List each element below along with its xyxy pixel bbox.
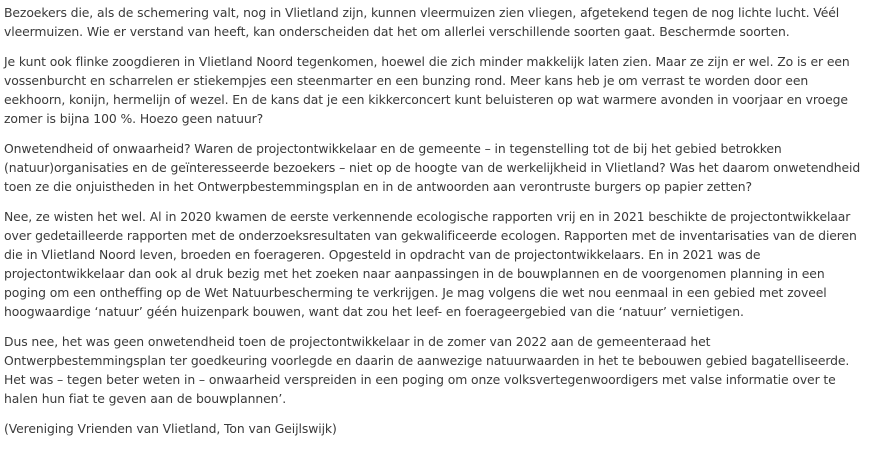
paragraph-mammals: Je kunt ook flinke zoogdieren in Vlietland Noord tegenkomen, hoewel die zich minder makkelijk laten zien. Maar ze zijn er wel. Zo is er een vossenburcht en scharrelen er stiekempjes een steenmarter en een bunzing rond. Meer kans heb je om verrast te worden door een eekhoorn, konijn, hermelijn of wezel. En de kans dat je een kikkerconcert kunt beluisteren op wat warmere avonden in voorjaar en vroege zomer is bijna 100 %. Hoezo geen natuur?: [4, 54, 850, 126]
paragraph-ecological-reports: Nee, ze wisten het wel. Al in 2020 kwamen de eerste verkennende ecologische rapporten vrij en in 2021 beschikte de projectontwikkelaar over gedetailleerde rapporten met de onderzoeksresultaten van gekwalificeerde ecologen. Rapporten met de inventarisaties van de dieren die in Vlietland Noord leven, broeden en foerageren. Opgesteld in opdracht van de projectontwikkelaars. En in 2021 was de projectontwikkelaar dan ook al druk bezig met het zoeken naar aanpassingen in de bouwplannen en de voorgenomen planning in een poging om een ontheffing op de Wet Natuurbescherming te verkrijgen. Je mag volgens die wet nou eenmaal in een gebied met zoveel hoogwaardige ‘natuur’ géén huizenpark bouwen, want dat zou het leef- en foerageergebied van die ‘natuur’ vernietigen.: [4, 209, 857, 319]
paragraph-conclusion: Dus nee, het was geen onwetendheid toen de projectontwikkelaar in de zomer van 2022 aan de gemeenteraad het Ontwerpbestemmingsplan ter goedkeuring voorlegde en daarin de aanwezige natuurwaarden in het te bebouwen gebied bagatelliseerde. Het was – tegen beter weten in – onwaarheid verspreiden in een poging om onze volksvertegenwoordigers met valse informatie over te halen hun fiat te geven aan de bouwplannen’.: [4, 334, 850, 406]
paragraph-bats: Bezoekers die, als de schemering valt, nog in Vlietland zijn, kunnen vleermuizen zien vliegen, afgetekend tegen de nog lichte lucht. Véél vleermuizen. Wie er verstand van heeft, kan onderscheiden dat het om allerlei verschillende soorten gaat. Beschermde soorten.: [4, 5, 840, 39]
article-credit: (Vereniging Vrienden van Vlietland, Ton van Geijlswijk): [4, 421, 337, 436]
paragraph-ignorance-question: Onwetendheid of onwaarheid? Waren de projectontwikkelaar en de gemeente – in tegenstelling tot de bij het gebied betrokken (natuur)organisaties en de geïnteresseerde bezoekers – niet op de hoogte van de werkelijkheid in Vlietland? Was het daarom onwetendheid toen ze die onjuistheden in het Ontwerpbestemmingsplan en in de antwoorden aan verontruste burgers op papier zetten?: [4, 141, 861, 194]
